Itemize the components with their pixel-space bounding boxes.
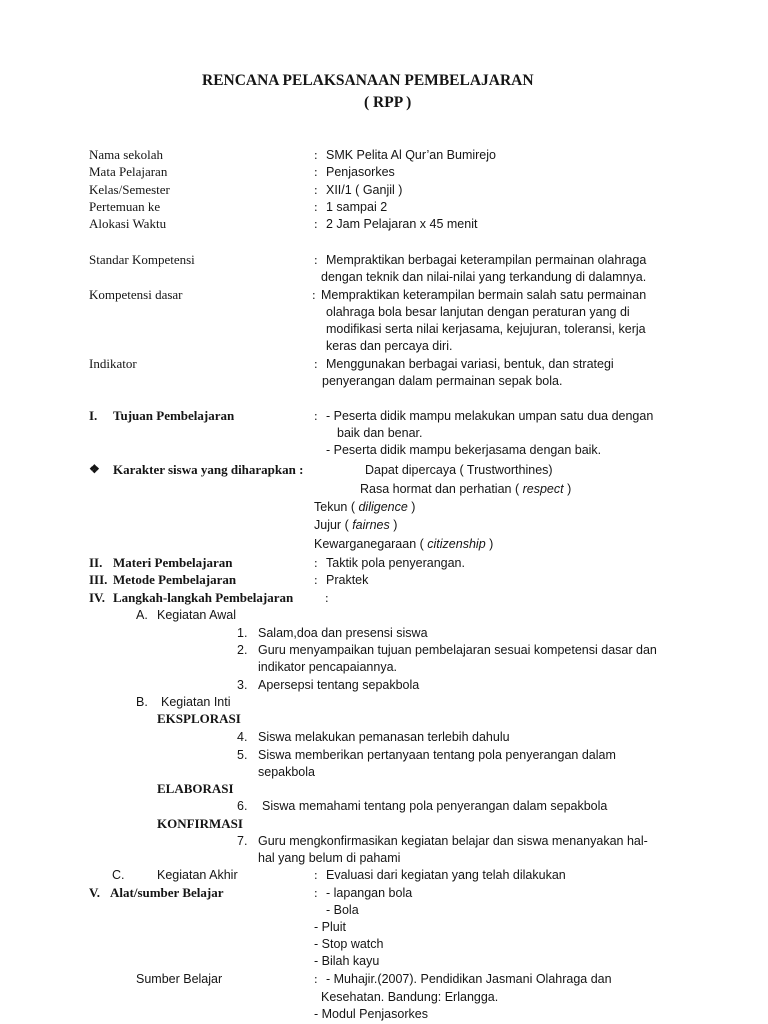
sk-label: Standar Kompetensi xyxy=(89,252,195,267)
karakter-item-4: Jujur ( fairnes ) xyxy=(314,518,398,532)
identity-value-subject: Penjasorkes xyxy=(326,165,395,179)
langkah-heading: Langkah-langkah Pembelajaran xyxy=(113,590,294,605)
document-title: RENCANA PELAKSANAAN PEMBELAJARAN xyxy=(202,72,534,89)
step-number: 2. xyxy=(237,643,248,657)
sk-line-1: Mempraktikan berbagai keterampilan permainan olahraga xyxy=(326,253,647,267)
indikator-line-2: penyerangan dalam permainan sepak bola. xyxy=(322,374,563,388)
alat-item: - Bola xyxy=(326,903,359,917)
materi-value: Taktik pola penyerangan. xyxy=(326,556,465,570)
metode-number: III. xyxy=(89,572,108,587)
alat-heading: Alat/sumber Belajar xyxy=(110,885,224,900)
awal-heading: Kegiatan Awal xyxy=(157,608,236,622)
step-text: Salam,doa dan presensi siswa xyxy=(258,626,428,640)
document-subtitle: ( RPP ) xyxy=(364,94,412,111)
identity-value-meeting: 1 sampai 2 xyxy=(326,200,388,214)
metode-value: Praktek xyxy=(326,573,369,587)
colon: : xyxy=(314,199,318,214)
step-text: Guru mengkonfirmasikan kegiatan belajar dan siswa menanyakan hal- xyxy=(258,834,648,848)
tujuan-number: I. xyxy=(89,408,98,423)
step-text: Apersepsi tentang sepakbola xyxy=(258,678,420,692)
colon: : xyxy=(314,408,318,423)
colon: : xyxy=(314,252,318,267)
akhir-heading: Kegiatan Akhir xyxy=(157,868,238,882)
step-number: 1. xyxy=(237,626,248,640)
step-text: Siswa memberikan pertanyaan tentang pola penyerangan dalam xyxy=(258,748,616,762)
alat-number: V. xyxy=(89,885,100,900)
alat-item: - Pluit xyxy=(314,920,346,934)
step-text: hal yang belum di pahami xyxy=(258,851,401,865)
step-text: indikator pencapaiannya. xyxy=(258,660,397,674)
kd-line-4: keras dan percaya diri. xyxy=(326,339,453,353)
karakter-heading: Karakter siswa yang diharapkan : xyxy=(113,462,304,477)
identity-label-class: Kelas/Semester xyxy=(89,182,170,197)
alat-item: - Stop watch xyxy=(314,937,384,951)
identity-label-meeting: Pertemuan ke xyxy=(89,199,161,214)
colon: : xyxy=(314,867,318,882)
metode-heading: Metode Pembelajaran xyxy=(113,572,237,587)
identity-value-class: XII/1 ( Ganjil ) xyxy=(326,183,403,197)
langkah-number: IV. xyxy=(89,590,106,605)
tujuan-line-1: - Peserta didik mampu melakukan umpan satu dua dengan xyxy=(326,409,654,423)
alat-item: - lapangan bola xyxy=(326,886,413,900)
awal-letter: A. xyxy=(136,608,148,622)
kd-label: Kompetensi dasar xyxy=(89,287,183,302)
step-number: 6. xyxy=(237,799,248,813)
colon: : xyxy=(314,216,318,231)
step-number: 4. xyxy=(237,730,248,744)
kd-line-3: modifikasi serta nilai kerjasama, kejujuran, toleransi, kerja xyxy=(326,322,646,336)
step-number: 7. xyxy=(237,834,248,848)
colon: : xyxy=(314,147,318,162)
karakter-item-1: Dapat dipercaya ( Trustworthines) xyxy=(365,463,553,477)
colon: : xyxy=(314,555,318,570)
sumber-line-1: - Muhajir.(2007). Pendidikan Jasmani Olahraga dan xyxy=(326,972,612,986)
sumber-extra: - Modul Penjasorkes xyxy=(314,1007,428,1021)
kd-line-2: olahraga bola besar lanjutan dengan peraturan yang di xyxy=(326,305,630,319)
identity-label-time: Alokasi Waktu xyxy=(89,216,167,231)
colon: : xyxy=(314,572,318,587)
step-text: Siswa memahami tentang pola penyerangan dalam sepakbola xyxy=(262,799,608,813)
akhir-letter: C. xyxy=(112,868,125,882)
alat-item: - Bilah kayu xyxy=(314,954,380,968)
eksplorasi-heading: EKSPLORASI xyxy=(157,711,241,726)
indikator-line-1: Menggunakan berbagai variasi, bentuk, dan strategi xyxy=(326,357,614,371)
identity-label-school: Nama sekolah xyxy=(89,147,164,162)
tujuan-line-2: baik dan benar. xyxy=(337,426,423,440)
diamond-bullet-icon: ❖ xyxy=(89,462,100,476)
sumber-heading: Sumber Belajar xyxy=(136,972,223,986)
step-number: 5. xyxy=(237,748,248,762)
tujuan-line-3: - Peserta didik mampu bekerjasama dengan baik. xyxy=(326,443,602,457)
identity-value-time: 2 Jam Pelajaran x 45 menit xyxy=(326,217,478,231)
karakter-item-3: Tekun ( diligence ) xyxy=(314,500,416,514)
sk-line-2: dengan teknik dan nilai-nilai yang terkandung di dalamnya. xyxy=(321,270,647,284)
karakter-item-2: Rasa hormat dan perhatian ( respect ) xyxy=(360,482,572,496)
step-text: sepakbola xyxy=(258,765,315,779)
inti-heading: Kegiatan Inti xyxy=(161,695,231,709)
step-text: Siswa melakukan pemanasan terlebih dahulu xyxy=(258,730,510,744)
elaborasi-heading: ELABORASI xyxy=(157,781,234,796)
colon: : xyxy=(325,590,329,605)
indikator-label: Indikator xyxy=(89,356,137,371)
inti-letter: B. xyxy=(136,695,148,709)
colon: : xyxy=(314,182,318,197)
identity-value-school: SMK Pelita Al Qur’an Bumirejo xyxy=(326,148,496,162)
colon: : xyxy=(314,164,318,179)
karakter-item-5: Kewarganegaraan ( citizenship ) xyxy=(314,537,494,551)
colon: : xyxy=(314,971,318,986)
step-text: Guru menyampaikan tujuan pembelajaran sesuai kompetensi dasar dan xyxy=(258,643,657,657)
kd-line-1: Mempraktikan keterampilan bermain salah satu permainan xyxy=(321,288,647,302)
konfirmasi-heading: KONFIRMASI xyxy=(157,816,243,831)
materi-heading: Materi Pembelajaran xyxy=(113,555,233,570)
sumber-line-2: Kesehatan. Bandung: Erlangga. xyxy=(321,990,499,1004)
colon: : xyxy=(314,885,318,900)
step-number: 3. xyxy=(237,678,248,692)
akhir-value: Evaluasi dari kegiatan yang telah dilakukan xyxy=(326,868,566,882)
materi-number: II. xyxy=(89,555,103,570)
tujuan-heading: Tujuan Pembelajaran xyxy=(113,408,235,423)
identity-label-subject: Mata Pelajaran xyxy=(89,164,168,179)
colon: : xyxy=(314,356,318,371)
colon: : xyxy=(312,287,316,302)
